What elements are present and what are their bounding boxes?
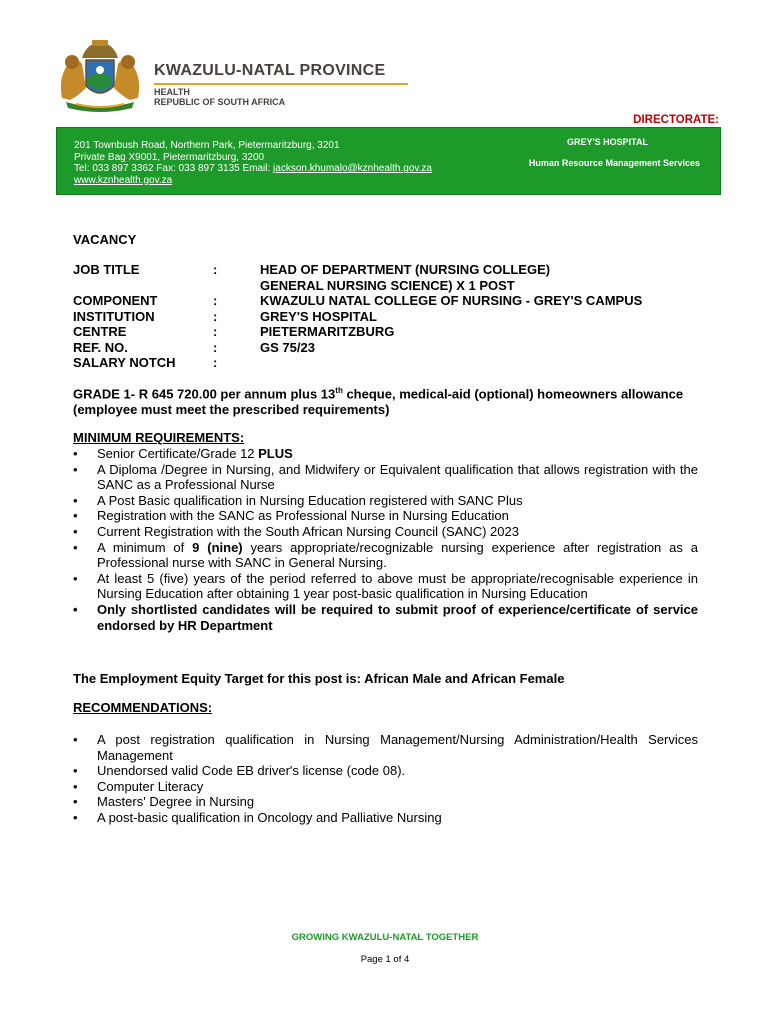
recommendations-title: RECOMMENDATIONS: bbox=[73, 700, 213, 715]
list-item: • A Diploma /Degree in Nursing, and Midwifery or Equivalent qualification that allows registration with the SANC as a Professional Nurse bbox=[73, 462, 698, 493]
row-colon: : bbox=[213, 355, 218, 370]
row-label: CENTRE bbox=[73, 324, 127, 339]
grade-text-continued: cheque, medical-aid (optional) homeowners allowance (employee must meet the prescribed requirements) bbox=[73, 386, 684, 418]
row-label: COMPONENT bbox=[73, 293, 158, 308]
list-item: • Registration with the SANC as Professional Nurse in Nursing Education bbox=[73, 508, 698, 524]
website-line bbox=[74, 175, 432, 187]
email-link[interactable]: jackson.khumalo@kznhealth.gov.za bbox=[273, 163, 432, 174]
row-label: REF. NO. bbox=[73, 339, 128, 355]
row-label: SALARY NOTCH bbox=[73, 355, 176, 370]
header-divider bbox=[154, 83, 408, 85]
address-block bbox=[74, 140, 432, 186]
website-link[interactable]: www.kznhealth.gov.za bbox=[74, 174, 173, 186]
list-item: • Unendorsed valid Code EB driver's license (code 08). bbox=[73, 763, 698, 779]
row-value: GREY'S HOSPITAL bbox=[260, 308, 377, 324]
salary-grade-text bbox=[73, 383, 703, 418]
page-number: Page 1 of 4 bbox=[360, 954, 410, 965]
list-item: • A Post Basic qualification in Nursing Education registered with SANC Plus bbox=[73, 493, 698, 509]
vacancy-heading: VACANCY bbox=[73, 232, 137, 247]
item-emphasis: 9 (nine) bbox=[192, 539, 243, 555]
grade-superscript: th bbox=[335, 386, 343, 395]
row-colon: : bbox=[213, 339, 218, 355]
organization-header bbox=[154, 62, 408, 107]
list-item: • A post-basic qualification in Oncology and Palliative Nursing bbox=[73, 810, 698, 826]
item-text-continued: years appropriate/recognizable nursing experience after registration as a Professional nurse with SANC in General Nursing. bbox=[97, 539, 698, 571]
footer-slogan: GROWING KWAZULU-NATAL TOGETHER bbox=[291, 932, 479, 943]
list-item bbox=[73, 540, 698, 571]
employment-equity-statement: The Employment Equity Target for this post is: African Male and African Female bbox=[73, 671, 565, 686]
item-emphasis: PLUS bbox=[258, 446, 293, 461]
list-item: • Current Registration with the South African Nursing Council (SANC) 2023 bbox=[73, 524, 698, 540]
directorate-label: DIRECTORATE: bbox=[633, 114, 719, 126]
requirements-list bbox=[73, 446, 698, 633]
minimum-requirements-section bbox=[73, 430, 698, 633]
row-value: GS 75/23 bbox=[260, 339, 315, 355]
row-colon: : bbox=[213, 293, 218, 308]
row-label: INSTITUTION bbox=[73, 308, 155, 324]
list-item: • Computer Literacy bbox=[73, 779, 698, 795]
row-colon: : bbox=[213, 324, 218, 339]
item-text: Senior Certificate/Grade 12 bbox=[97, 446, 259, 461]
list-item: • At least 5 (five) years of the period referred to above must be appropriate/recognisable experience in Nursing Education after obtaining 1 year post-basic qualification in Nursing Education bbox=[73, 571, 698, 602]
recommendations-list bbox=[73, 732, 698, 826]
row-value: HEAD OF DEPARTMENT (NURSING COLLEGE) bbox=[260, 262, 551, 277]
row-colon: : bbox=[213, 308, 218, 324]
address-line-3 bbox=[74, 163, 432, 175]
address-line-1: 201 Townbush Road, Northern Park, Pietermaritzburg, 3201 bbox=[74, 140, 340, 151]
address-line-2: Private Bag X9001, Pietermaritzburg, 3200 bbox=[74, 151, 265, 163]
list-item: • Only shortlisted candidates will be required to submit proof of experience/certificate of service endorsed by HR Department bbox=[73, 602, 698, 633]
list-item: • A post registration qualification in Nursing Management/Nursing Administration/Health Services Management bbox=[73, 732, 698, 763]
recommendations-section bbox=[73, 700, 698, 826]
hr-services-label: Human Resource Management Services bbox=[528, 158, 700, 168]
phone-fax-text: Tel: 033 897 3362 Fax: 033 897 3135 Email: bbox=[74, 163, 274, 174]
list-item: • Masters' Degree in Nursing bbox=[73, 794, 698, 810]
country-name: REPUBLIC OF SOUTH AFRICA bbox=[154, 97, 286, 107]
row-label: JOB TITLE bbox=[73, 262, 140, 277]
row-value: KWAZULU NATAL COLLEGE OF NURSING - GREY'S CAMPUS bbox=[260, 293, 643, 308]
list-item bbox=[73, 446, 698, 462]
row-value: PIETERMARITZBURG bbox=[260, 324, 395, 339]
row-colon: : bbox=[213, 262, 218, 277]
hospital-name: GREY'S HOSPITAL bbox=[567, 137, 648, 147]
coat-of-arms-icon bbox=[52, 38, 148, 114]
contact-banner bbox=[56, 127, 721, 195]
row-value: GENERAL NURSING SCIENCE) X 1 POST bbox=[260, 277, 515, 293]
organization-name: KWAZULU-NATAL PROVINCE bbox=[154, 62, 386, 79]
grade-text: GRADE 1- R 645 720.00 per annum plus 13 bbox=[73, 386, 336, 402]
minimum-requirements-title: MINIMUM REQUIREMENTS: bbox=[73, 430, 245, 445]
item-text: A minimum of bbox=[97, 539, 193, 555]
department-name: HEALTH bbox=[154, 87, 190, 97]
